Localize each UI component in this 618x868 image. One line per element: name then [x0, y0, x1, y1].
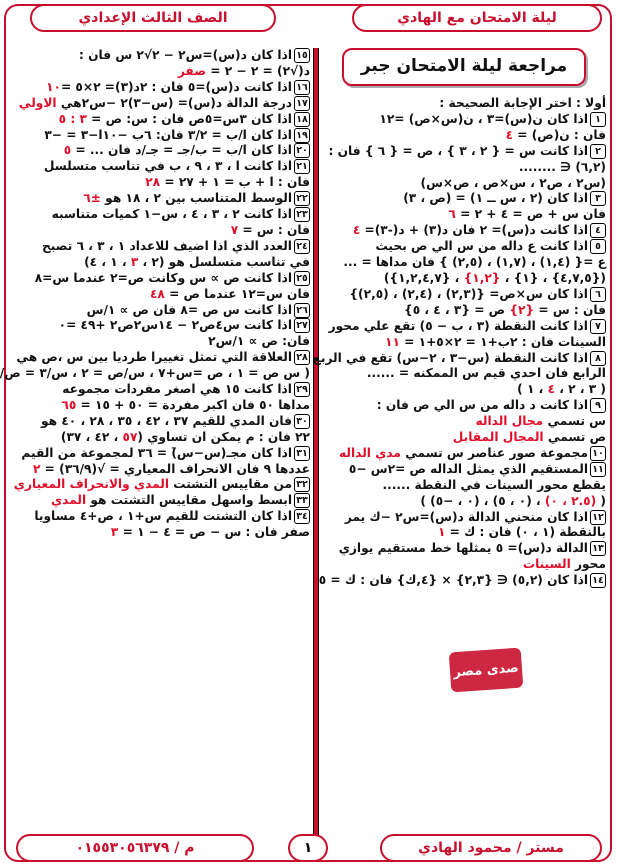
line-text: اذا كانت ١٥ هي اصغر مفردات مجموعه	[62, 382, 292, 397]
line-text: أولا : اختر الإجابة الصحيحة :	[439, 96, 606, 110]
question-number: ٢١	[294, 159, 310, 174]
question-number: ٢٠	[294, 143, 310, 158]
question-number: ١٥	[294, 48, 310, 63]
question-number: ١٦	[294, 80, 310, 95]
line-text: اذا كانت س = { ٢ ، ٣ } ، ص = { ٦ } فان :	[328, 143, 588, 158]
answer-highlight: ٤	[505, 127, 514, 142]
answer-line	[322, 176, 606, 192]
line-text: اذا كان ا/ب = ب/جـ = جـ/د فان ... = ٥	[63, 143, 292, 158]
line-text: (س٢ ، ص٢ ، س×ص ، ص×س)	[420, 175, 606, 190]
line-text: الرابع فان احدي قيم س الممكنه = ......	[366, 366, 606, 381]
question-number: ٢٦	[294, 303, 310, 318]
line-text: مجموعة صور عناصر س تسمي مدي الداله	[339, 445, 588, 460]
question-number: ١٩	[294, 128, 310, 143]
line-text: محور السينات	[522, 557, 606, 572]
question-line	[322, 510, 606, 526]
answer-line	[322, 557, 606, 573]
answer-line	[322, 525, 606, 541]
answer-highlight: ٤٨	[149, 286, 165, 301]
question-number: ١	[590, 112, 606, 127]
line-text: صفر فان : س − ص = ٤ − ١ = ٣	[110, 525, 310, 540]
line-text: اذا كانت النقطة (٣ ، ب − ٥) تقع علي محور	[328, 318, 588, 333]
line-text: اذا كانت النقطة (س−٣ ، ٢−س) تقع في الربع	[312, 350, 588, 365]
answer-highlight: مجال الداله	[475, 414, 544, 429]
question-number: ٧	[590, 319, 606, 334]
question-line	[16, 143, 310, 159]
question-line	[16, 207, 310, 223]
line-text: اذا كانت د داله من س الي ص فان :	[376, 398, 588, 413]
line-text: اذا كانت د(س)=٥ فان : ٢د(٣)= ٢×٥ =١٠	[46, 79, 292, 94]
question-number: ٢	[590, 144, 606, 159]
question-line	[16, 350, 310, 366]
question-line	[322, 239, 606, 255]
answer-line	[322, 414, 606, 430]
line-text: ابسط واسهل مقاييس التشتت هو المدي	[51, 493, 292, 508]
answer-highlight: المجال المقابل	[452, 430, 544, 445]
answer-highlight: الاولي	[18, 95, 57, 110]
question-line	[16, 414, 310, 430]
footer-page-number: ١	[288, 834, 328, 862]
line-text: فان : س = {٢} ص = {٣ ، ٤ ، ٥}	[404, 302, 606, 317]
line-text: من مقاييس التشتت المدي والانحراف المعياري	[13, 477, 292, 492]
line-text: ({٤,٧,٥} ، {١} ، {١,٢} ، {١,٢,٤,٧})	[383, 270, 606, 285]
question-line	[16, 128, 310, 144]
line-text: س تسمي مجال الداله	[475, 414, 606, 429]
answer-highlight: ٤	[547, 382, 556, 397]
answer-line	[16, 223, 310, 239]
footer-teacher: مستر / محمود الهادي	[380, 834, 602, 862]
question-number: ٢٧	[294, 318, 310, 333]
question-number: ٢٣	[294, 207, 310, 222]
answer-line	[322, 366, 606, 382]
answer-line	[16, 287, 310, 303]
worksheet-page	[0, 4, 612, 862]
line-text: فان : س = ٧	[230, 222, 310, 237]
answer-line	[16, 525, 310, 541]
question-number: ٢٢	[294, 191, 310, 206]
line-text: ص تسمي المجال المقابل	[452, 430, 606, 445]
question-number: ٣١	[294, 446, 310, 461]
answer-line	[16, 334, 310, 350]
answer-highlight: السينات	[522, 557, 571, 572]
answer-line	[322, 430, 606, 446]
line-text: اذا كان التشتت للقيم س+١ ، ص+٤ مساويا	[34, 509, 292, 524]
question-number: ٤	[590, 223, 606, 238]
watermark-logo: صدى مصر	[449, 648, 524, 693]
line-text: اذا كان (٢ ، س ــ ١) = (ص ، ٣)	[403, 191, 588, 206]
question-line	[322, 446, 606, 462]
answer-highlight: ٧	[230, 222, 239, 237]
line-text: ( ٣ ، ٢ ، ٤ ، ١ )	[517, 382, 606, 397]
answer-highlight: المدي	[51, 493, 87, 508]
answer-line	[16, 255, 310, 271]
answer-line	[0, 366, 310, 382]
line-text: اذا كانت س ص =٨ فان ص ∝ ١/س	[86, 302, 292, 317]
answer-highlight: {١,٢}	[463, 270, 501, 285]
line-text: اذا كانت ص ∝ س وكانت ص=٢ عندما س=٨	[34, 270, 292, 285]
line-text: اذا كان مجـ(س−س̄) = ٣٦ لمجموعة من القيم	[21, 445, 292, 460]
line-text: اذا كانت ٢ ، ٣ ، ٤ ، س−١ كميات متناسبه	[51, 207, 292, 222]
line-text: في تناسب متسلسل هو (٢ ، ٣ ، ١ ، ٤)	[84, 254, 310, 269]
question-number: ٦	[590, 287, 606, 302]
question-number: ٩	[590, 398, 606, 413]
answer-highlight: ٢٨	[145, 175, 161, 190]
answer-line	[16, 64, 310, 80]
question-number: ١٠	[590, 446, 606, 461]
question-line	[322, 191, 606, 207]
line-text: اذا كان ٣س=٥ص فان : س: ص = ٣ : ٥	[58, 111, 292, 126]
question-number: ١٣	[590, 541, 606, 556]
question-line	[16, 48, 310, 64]
question-line	[16, 509, 310, 525]
question-number: ١٧	[294, 96, 310, 111]
line-text: اذا كان (٥,٢) ∈ {٢,٣} × {٤,ك} فان : ك = ٥	[318, 573, 588, 588]
line-text: العلاقة التي تمثل تغييرا طرديا بين س ،ص هي	[16, 350, 292, 365]
line-text: اذا كانت د(س)= ٢ فان د(٣) + د(-٣)= ٤	[352, 223, 588, 238]
line-text: فان س + ص = ٤ + ٢ = ٦	[448, 207, 606, 222]
line-text: اذا كان ا/ب = ٣/٢ فان: ٦ب −١٠ا−٣ = −٣	[44, 127, 292, 142]
question-line	[16, 96, 310, 112]
line-text: درجة الدالة د(س)= (س−٣)٢ −س٢هي الاولي	[18, 95, 292, 110]
answer-highlight: المدي والانحراف المعياري	[13, 477, 170, 492]
line-text: السينات فان : ٢ب+١ = ٢×٥+١ = ١١	[385, 334, 606, 349]
question-line	[322, 541, 606, 557]
line-text: فان س=١٢ عندما ص = ٤٨	[149, 286, 310, 301]
question-line	[322, 398, 606, 414]
line-text: اذا كان س×ص= {(٢,٣) ، (٢,٤) ، (٢,٥)}	[349, 286, 588, 301]
question-line	[16, 191, 310, 207]
question-line	[312, 350, 606, 367]
question-line	[16, 303, 310, 319]
question-line	[322, 144, 606, 160]
answer-highlight: ١	[437, 525, 446, 540]
answer-highlight: ٢	[32, 461, 41, 476]
answer-line	[16, 462, 310, 478]
answer-line	[322, 207, 606, 223]
line-text: الدالة د(س)= ٥ يمثلها خط مستقيم يوازي	[338, 541, 588, 556]
question-number: ٣	[590, 191, 606, 206]
line-text: المستقيم الذي يمثل الداله ص =٢س −٥	[348, 461, 588, 476]
line-text: فان : ا + ب = ١ + ٢٧ = ٢٨	[145, 175, 310, 190]
answer-highlight: ٦	[448, 207, 456, 222]
question-number: ٥	[590, 239, 606, 254]
question-line	[13, 477, 310, 493]
answer-line	[16, 430, 310, 446]
question-line	[16, 318, 310, 334]
answer-line	[322, 128, 606, 144]
question-number: ٢٤	[294, 239, 310, 254]
line-text: د(√٢) = ٢ − ٢ = صفر	[177, 63, 310, 78]
answer-highlight: ±٦	[83, 191, 101, 206]
question-line	[322, 112, 606, 128]
line-text: اذا كانت ا ، ٣ ، ٩ ، ب في تناسب متسلسل	[43, 159, 292, 174]
line-text: فان المدي للقيم ٣٧ ، ٤٢ ، ٣٥ ، ٢٨ ، ٤٠ هو	[41, 413, 292, 428]
question-line	[16, 80, 310, 96]
line-text: اذا كانت س٤ص٢ − ١٤س٢ص٢ +٤٩ =٠	[58, 318, 292, 333]
question-number: ١٨	[294, 112, 310, 127]
header-series-title: ليلة الامتحان مع الهادي	[352, 4, 602, 32]
line-text: فان : ن(ص) = ٤	[505, 127, 606, 142]
answer-highlight: ٣ : ٥	[58, 111, 87, 126]
answer-line	[322, 303, 606, 319]
line-text: ( س ص = ١ ، ص =س+٧ ، س/ص = ٢ ، س/٣ = ص/	[0, 366, 310, 381]
answer-highlight: ١٠	[46, 79, 61, 94]
answer-highlight: ٥٧	[122, 429, 138, 444]
question-line	[322, 319, 606, 335]
question-number: ١٤	[590, 573, 606, 588]
line-text: اذا كان منحني الدالة د(س)=س٢ −ك يمر	[344, 509, 588, 524]
question-line	[322, 223, 606, 239]
question-line	[16, 271, 310, 287]
line-text: مداها ٥٠ فان اكبر مفردة = ٥٠ + ١٥ = ٦٥	[61, 397, 310, 412]
answer-highlight: (٢.٥ ، ٠)	[544, 493, 597, 508]
answer-highlight: صفر	[177, 63, 206, 78]
line-text: عددها ٩ فان الانحراف المعياري = √(٣٦/٩) = ٢	[32, 461, 310, 476]
line-text: الوسط المتناسب بين ٢ ، ١٨ هو ±٦	[83, 191, 292, 206]
answer-line	[16, 398, 310, 414]
question-number: ٣٢	[294, 477, 310, 492]
line-text: اذا كانت ع داله من س الي ص بحيث	[375, 239, 588, 254]
question-number: ٢٥	[294, 271, 310, 286]
answer-line	[16, 175, 310, 191]
question-number: ٢٨	[294, 350, 310, 365]
question-number: ٣٣	[294, 493, 310, 508]
page-title: مراجعة ليلة الامتحان جبر	[342, 48, 586, 86]
column-divider	[313, 48, 319, 836]
answer-line	[322, 335, 606, 351]
question-line	[16, 493, 310, 509]
answer-highlight: ٤	[352, 223, 361, 238]
question-number: ١١	[590, 462, 606, 477]
header-grade-title: الصف الثالث الإعدادي	[30, 4, 276, 32]
answer-highlight: ٣	[130, 254, 139, 269]
line-text: بالنقطة (١ ، ٠) فان : ك = ١	[437, 525, 606, 540]
footer-phone: م / ٠١٥٥٣٠٥٦٣٧٩	[16, 834, 254, 862]
question-line	[322, 462, 606, 478]
answer-highlight: {٢}	[509, 302, 535, 317]
line-text: ع ={ (١,٤) ، (١,٧) ، (٢,٥) } فان مداها = ...	[343, 255, 606, 270]
line-text: فان: ص ∝ ١/س٢	[208, 334, 310, 349]
right-column	[312, 48, 606, 589]
answer-line	[322, 96, 606, 112]
answer-line	[322, 271, 606, 287]
answer-line	[322, 382, 606, 398]
answer-highlight: ٥	[63, 143, 72, 158]
answer-highlight: مدي الداله	[339, 445, 401, 460]
line-text: ٢٢ فان : م يمكن ان تساوي (٥٧ ، ٤٢ ، ٣٧)	[60, 429, 310, 444]
left-column	[0, 48, 310, 541]
line-text: (٦,٢) ∈ ........	[518, 159, 606, 174]
answer-line	[322, 160, 606, 176]
question-line	[16, 446, 310, 462]
answer-line	[322, 494, 606, 510]
line-text: اذا كان ن(س)=٣ ، ن(س×ص) =١٢	[379, 111, 588, 126]
question-number: ٨	[590, 351, 606, 366]
line-text: يقطع محور السينات في النقطة ......	[382, 477, 606, 492]
line-text: اذا كان د(س)=س٢ − ٢√٢ س فان :	[79, 48, 292, 62]
answer-highlight: ١١	[385, 334, 400, 349]
question-number: ٣٠	[294, 414, 310, 429]
answer-highlight: ٣	[110, 525, 119, 540]
answer-line	[322, 478, 606, 494]
question-number: ٣٤	[294, 509, 310, 524]
question-line	[16, 239, 310, 255]
question-line	[318, 573, 606, 589]
question-line	[16, 382, 310, 398]
question-number: ٢٩	[294, 382, 310, 397]
question-number: ١٢	[590, 510, 606, 525]
line-text: ( (٢.٥ ، ٠) ، (٠ ، ٥) ، (٠ ، −٥) )	[420, 493, 606, 508]
answer-line	[322, 255, 606, 271]
question-line	[322, 287, 606, 303]
question-line	[16, 112, 310, 128]
answer-highlight: ٦٥	[61, 397, 77, 412]
question-line	[16, 159, 310, 175]
line-text: العدد الذي اذا اضيف للاعداد ١ ، ٣ ، ٦ تصبح	[42, 238, 292, 253]
